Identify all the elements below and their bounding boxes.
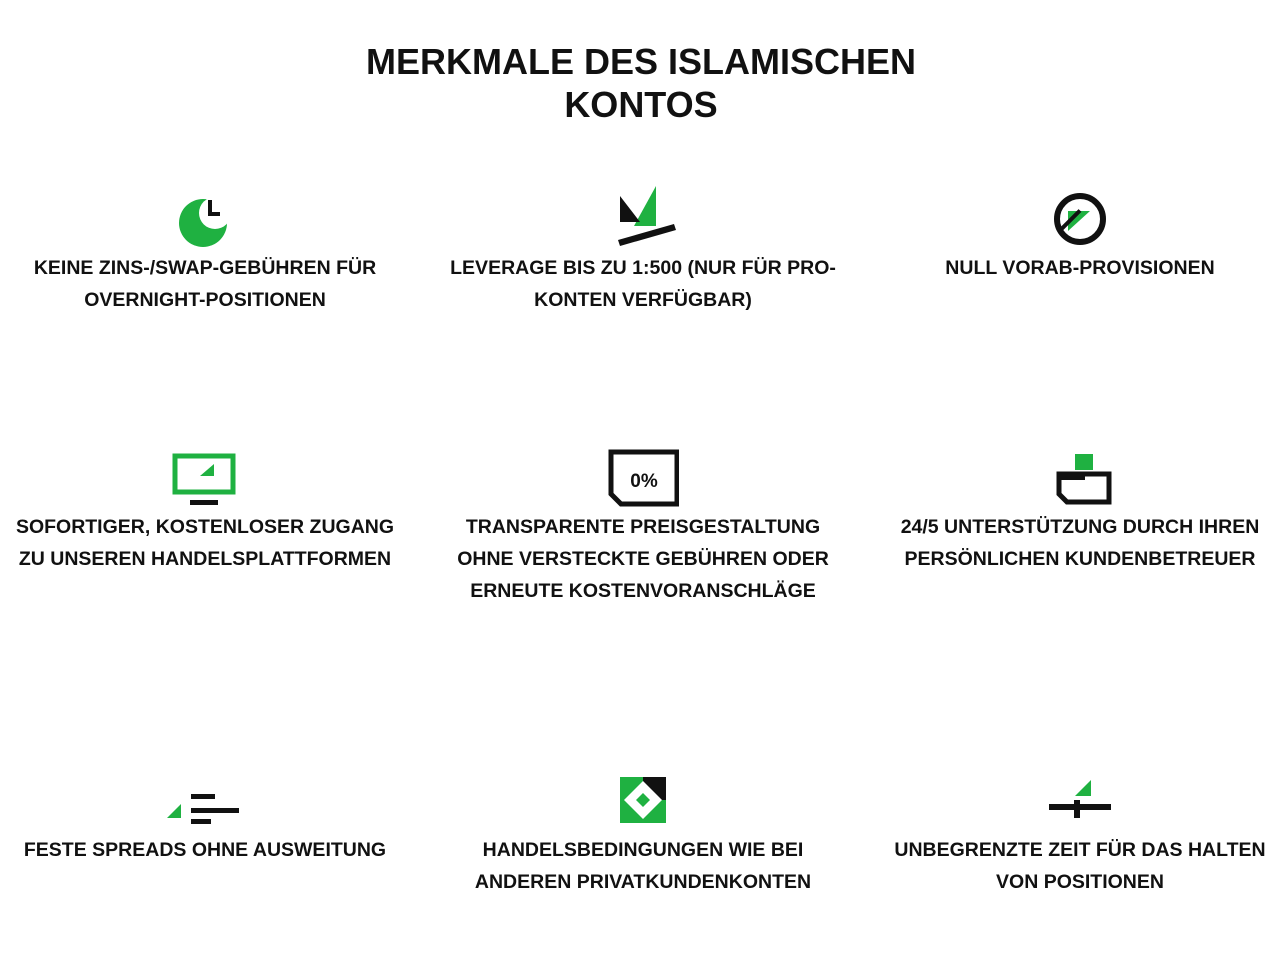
feature-zero-commission [880, 182, 1280, 284]
monitor-icon [5, 441, 405, 511]
fixed-spreads-icon [5, 764, 405, 834]
unlimited-time-icon [880, 764, 1280, 834]
feature-label: SOFORTIGER, KOSTENLOSER ZUGANG ZU UNSEREN HANDELSPLATTFORMEN [15, 516, 395, 570]
feature-label: NULL VORAB-PROVISIONEN [945, 257, 1215, 279]
feature-label: LEVERAGE BIS ZU 1:500 (NUR FÜR PRO-KONTEN VERFÜGBAR) [450, 257, 836, 311]
feature-unlimited-time [880, 764, 1280, 898]
feature-label: HANDELSBEDINGUNGEN WIE BEI ANDEREN PRIVATKUNDENKONTEN [474, 839, 812, 893]
feature-label: UNBEGRENZTE ZEIT FÜR DAS HALTEN VON POSITIONEN [894, 839, 1266, 893]
leverage-arrow-icon [443, 182, 843, 252]
feature-fixed-spreads [5, 764, 405, 866]
feature-transparent-pricing [443, 441, 843, 607]
diamond-square-icon [443, 764, 843, 834]
feature-platform-access [5, 441, 405, 575]
zero-percent-text: 0% [630, 471, 658, 492]
feature-label: TRANSPARENTE PREISGESTALTUNG OHNE VERSTECKTE GEBÜHREN ODER ERNEUTE KOSTENVORANSCHLÄGE [457, 516, 829, 602]
moon-clock-icon [5, 182, 405, 252]
zero-percent-tag-icon [443, 441, 843, 511]
feature-label: KEINE ZINS-/SWAP-GEBÜHREN FÜR OVERNIGHT-POSITIONEN [33, 257, 377, 311]
page-title [0, 40, 1282, 126]
support-desk-icon [880, 441, 1280, 511]
feature-no-swap [5, 182, 405, 316]
feature-label: FESTE SPREADS OHNE AUSWEITUNG [23, 839, 387, 861]
page-title-line2: KONTOS [564, 84, 718, 125]
feature-trading-conditions [443, 764, 843, 898]
page-title-line1: MERKMALE DES ISLAMISCHEN [365, 41, 917, 82]
feature-leverage [443, 182, 843, 316]
zero-commission-icon [880, 182, 1280, 252]
feature-label: 24/5 UNTERSTÜTZUNG DURCH IHREN PERSÖNLICHEN KUNDENBETREUER [900, 516, 1260, 570]
feature-support [880, 441, 1280, 575]
